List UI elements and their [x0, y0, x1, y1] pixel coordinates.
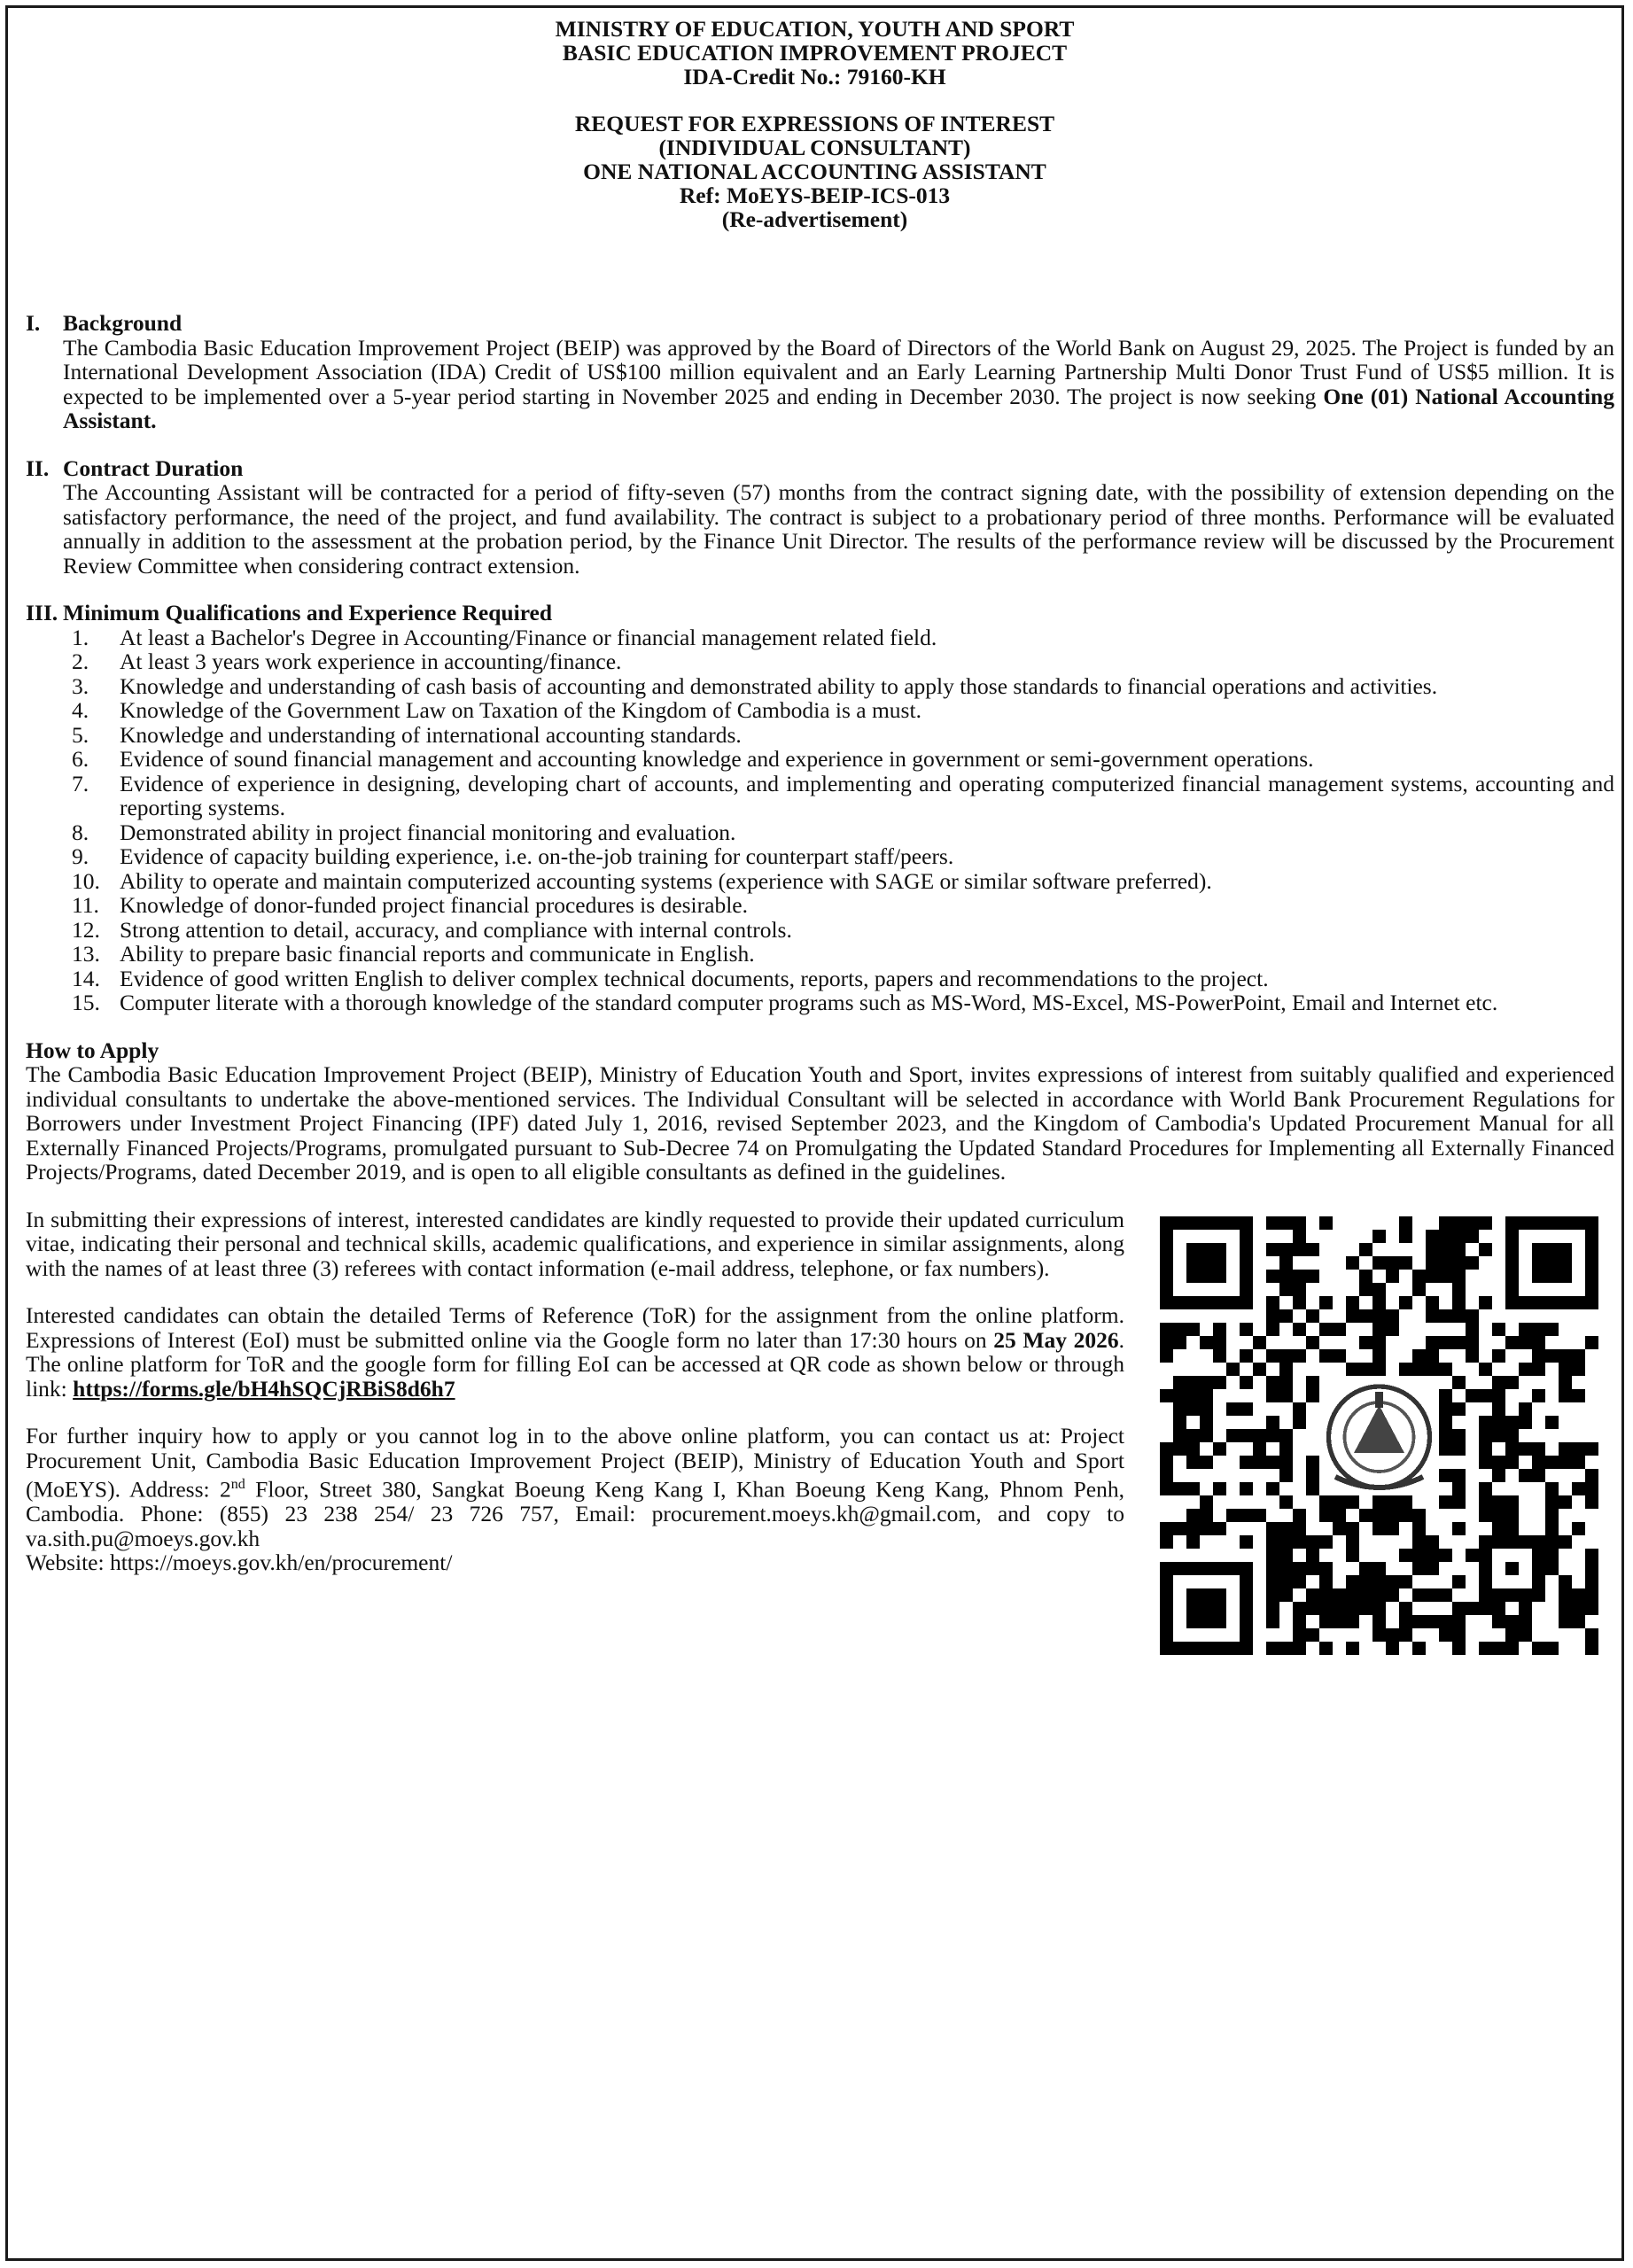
advertisement-page	[5, 5, 1624, 2261]
qualification-number: 1.	[72, 624, 89, 650]
contact-paragraph: For further inquiry how to apply or you cannot log in to the above online platform, you can contact us at: Project Procurement Unit, Cambodia Basic Education Improvement Project (BEIP), Ministry of Education Youth and Sport (MoEYS). Address: 2nd Floor, Street 380, Sangkat Boeung Keng Kang I, Khan Boeung Keng Kang, Phnom Penh, Cambodia. Phone: (855) 23 238 254/ 23 726 757, Email: procurement.moeys.kh@gmail.com, and copy to va.sith.pu@moeys.gov.kh	[26, 1423, 1124, 1551]
qualification-item	[63, 893, 1614, 918]
qualification-item	[63, 723, 1614, 748]
section-number: III.	[26, 600, 58, 625]
section-title: Contract Duration	[63, 454, 244, 481]
qualification-number: 12.	[72, 916, 100, 943]
qualification-number: 15.	[72, 990, 100, 1015]
qualification-item	[63, 747, 1614, 772]
qualification-text: Ability to prepare basic financial reports and communicate in English.	[120, 941, 755, 967]
qualification-text: Demonstrated ability in project financial monitoring and evaluation.	[120, 819, 736, 845]
qualification-number: 4.	[72, 697, 89, 723]
qualification-item	[63, 772, 1614, 820]
qualification-text: At least 3 years work experience in accounting/finance.	[120, 649, 622, 674]
qualification-number: 7.	[72, 770, 89, 796]
qr-finder-top-right	[1505, 1216, 1598, 1309]
qualification-item	[63, 698, 1614, 723]
application-text-column	[26, 1208, 1124, 1575]
qr-finder-bottom-left	[1160, 1562, 1253, 1655]
qualification-item	[63, 649, 1614, 674]
header-ministry: MINISTRY OF EDUCATION, YOUTH AND SPORT	[555, 16, 1075, 42]
qualification-item	[63, 990, 1614, 1015]
qualification-item	[63, 918, 1614, 943]
qualification-text: Knowledge and understanding of cash basis of accounting and demonstrated ability to apply those standards to financial operations and activities.	[120, 672, 1438, 699]
qualification-number: 3.	[72, 672, 89, 699]
header-credit-number: IDA-Credit No.: 79160-KH	[683, 64, 946, 89]
header-reference: Ref: MoEYS-BEIP-ICS-013	[679, 183, 951, 208]
qualification-number: 5.	[72, 721, 89, 748]
header-consultant-type: (INDIVIDUAL CONSULTANT)	[658, 135, 971, 160]
qualification-number: 6.	[72, 746, 89, 772]
document-header	[8, 17, 1621, 231]
how-to-apply-paragraph: The Cambodia Basic Education Improvement Project (BEIP), Ministry of Education Youth and Sport, invites expressions of interest from suitably qualified and experienced individual consultants to undertake the above-mentioned services. The Individual Consultant will be selected in accordance with World Bank Procurement Regulations for Borrowers under Investment Project Financing (IPF) dated July 1, 2016, revised September 2023, and the Kingdom of Cambodia's Updated Procurement Manual for all Externally Financed Projects/Programs, promulgated pursuant to Sub-Decree 74 on Promulgating the Updated Standard Procedures for Implementing all Externally Financed Projects/Programs, dated December 2019, and is open to all eligible consultants as defined in the guidelines.	[26, 1061, 1614, 1184]
qualification-item	[63, 674, 1614, 699]
qualification-text: Strong attention to detail, accuracy, and compliance with internal controls.	[120, 916, 792, 943]
background-text: The Cambodia Basic Education Improvement Project (BEIP) was approved by the Board of Directors of the World Bank on August 29, 2025. The Project is funded by an International Development Association (IDA) Credit of US$100 million equivalent and an Early Learning Partnership Multi Donor Trust Fund of US$5 million. It is expected to be implemented over a 5-year period starting in November 2025 and ending in December 2030. The project is now seeking One (01) National Accounting Assistant.	[63, 334, 1614, 433]
header-position: ONE NATIONAL ACCOUNTING ASSISTANT	[583, 159, 1046, 184]
qualification-text: Evidence of sound financial management and accounting knowledge and experience in government or semi-government operations.	[120, 746, 1314, 772]
ministry-emblem-icon	[1319, 1376, 1439, 1495]
submission-requirements: In submitting their expressions of interest, interested candidates are kindly requested to provide their updated curriculum vitae, indicating their personal and technical skills, academic qualifications, and experience in similar assignments, along with the names of at least three (3) referees with contact information (e-mail address, telephone, or fax numbers).	[26, 1206, 1124, 1281]
qualification-item	[63, 844, 1614, 869]
duration-heading	[26, 456, 1614, 481]
qualification-text: Ability to operate and maintain computerized accounting systems (experience with SAGE or similar software preferred).	[120, 867, 1212, 894]
section-title: Minimum Qualifications and Experience Required	[63, 600, 553, 625]
deadline-date: 25 May 2026	[993, 1326, 1119, 1353]
document-body	[26, 311, 1614, 1655]
header-request-title: REQUEST FOR EXPRESSIONS OF INTEREST	[574, 111, 1055, 136]
qualification-text: Knowledge of the Government Law on Taxation of the Kingdom of Cambodia is a must.	[120, 697, 921, 723]
qualification-number: 10.	[72, 867, 100, 894]
qualification-item	[63, 869, 1614, 894]
qualification-text: Evidence of experience in designing, developing chart of accounts, and implementing and operating computerized financial management systems, accounting and reporting systems.	[120, 770, 1614, 820]
website-line[interactable]: Website: https://moeys.gov.kh/en/procurement/	[26, 1550, 453, 1575]
qualification-item	[63, 625, 1614, 650]
qualification-text: Computer literate with a thorough knowledge of the standard computer programs such as MS-Word, MS-Excel, MS-PowerPoint, Email and Internet etc.	[120, 990, 1498, 1015]
qr-code-icon[interactable]	[1160, 1216, 1598, 1655]
qualifications-heading	[26, 601, 1614, 625]
background-heading	[26, 311, 1614, 336]
qualification-text: Evidence of good written English to deliver complex technical documents, reports, papers and recommendations to the project.	[120, 965, 1269, 991]
qualification-item	[63, 942, 1614, 967]
submission-deadline-paragraph: Interested candidates can obtain the detailed Terms of Reference (ToR) for the assignment from the online platform. Expressions of Interest (EoI) must be submitted online via the Google form no later than 17:30 hours on 25 May 2026. The online platform for ToR and the google form for filling EoI can be accessed at QR code as shown below or through link: https://forms.gle/bH4hSQCjRBiS8d6h7	[26, 1302, 1124, 1402]
how-to-apply-heading: How to Apply	[26, 1037, 159, 1063]
header-project: BASIC EDUCATION IMPROVEMENT PROJECT	[562, 40, 1068, 66]
google-form-link[interactable]: https://forms.gle/bH4hSQCjRBiS8d6h7	[73, 1375, 455, 1402]
section-title: Background	[63, 310, 183, 336]
section-number: II.	[26, 454, 50, 481]
qualification-text: At least a Bachelor's Degree in Accounting/Finance or financial management related field.	[120, 624, 937, 650]
qualification-number: 2.	[72, 649, 89, 674]
qualifications-list	[63, 625, 1614, 1015]
qualification-number: 9.	[72, 843, 89, 869]
qr-code-graphic	[1160, 1216, 1598, 1655]
section-number: I.	[26, 310, 41, 336]
qualification-number: 13.	[72, 941, 100, 967]
qualification-item	[63, 967, 1614, 991]
qualification-text: Evidence of capacity building experience, i.e. on-the-job training for counterpart staff/peers.	[120, 843, 954, 869]
qualification-item	[63, 820, 1614, 845]
qualification-number: 11.	[72, 892, 99, 918]
qualification-number: 8.	[72, 819, 89, 845]
qualification-text: Knowledge of donor-funded project financial procedures is desirable.	[120, 892, 748, 918]
header-readvertisement: (Re-advertisement)	[721, 206, 908, 232]
position-highlight: One (01) National Accounting Assistant.	[63, 383, 1614, 433]
application-details	[26, 1208, 1614, 1655]
qr-finder-top-left	[1160, 1216, 1253, 1309]
duration-text: The Accounting Assistant will be contracted for a period of fifty-seven (57) months from the contract signing date, with the possibility of extension depending on the satisfactory performance, the need of the project, and fund availability. The contract is subject to a probationary period of three months. Performance will be evaluated annually in addition to the assessment at the probation period, by the Finance Unit Director. The results of the performance review will be discussed by the Procurement Review Committee when considering contract extension.	[63, 479, 1614, 579]
qualification-text: Knowledge and understanding of international accounting standards.	[120, 721, 742, 748]
qualification-number: 14.	[72, 965, 100, 991]
